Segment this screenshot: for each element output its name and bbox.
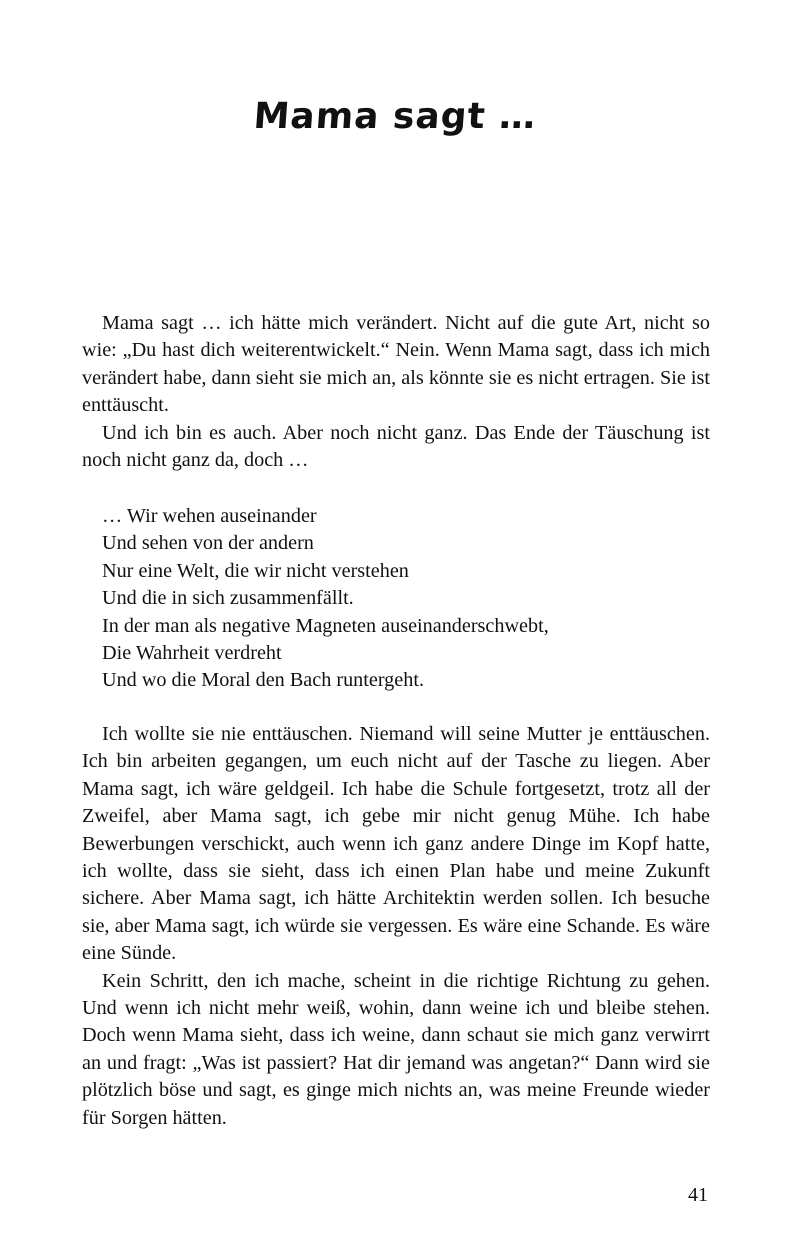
poem-line: Und die in sich zusammenfällt. (102, 587, 354, 610)
page-number: 41 (688, 1184, 708, 1206)
poem-line: Und wo die Moral den Bach runtergeht. (102, 669, 424, 692)
poem-line: In der man als negative Magneten auseinanderschwebt, (102, 614, 549, 637)
paragraph: Mama sagt … ich hätte mich verändert. Nicht auf die gute Art, nicht so wie: „Du hast dich weiterentwickelt.“ Nein. Wenn Mama sagt, dass ich mich verändert habe, dann sieht sie mich an, als könnte sie es nicht ertragen. Sie ist enttäuscht. (82, 312, 710, 417)
poem (102, 503, 710, 695)
paragraph: Ich wollte sie nie enttäuschen. Niemand will seine Mutter je enttäuschen. Ich bin arbeiten gegangen, um euch nicht auf der Tasche zu liegen. Aber Mama sagt, ich wäre geldgeil. Ich habe die Schule fortgesetzt, trotz all der Zweifel, aber Mama sagt, ich gebe mir nicht genug Mühe. Ich habe Bewerbungen verschickt, auch wenn ich ganz andere Dinge im Kopf hatte, ich wollte, dass sie sieht, dass ich einen Plan habe und meine Zukunft sichere. Aber Mama sagt, ich hätte Architektin werden sollen. Ich besuche sie, aber Mama sagt, ich würde sie vergessen. Es wäre eine Schande. Es wäre eine Sünde. (82, 723, 710, 965)
chapter-title: Mama sagt … (252, 96, 538, 137)
paragraph: Kein Schritt, den ich mache, scheint in die richtige Richtung zu gehen. Und wenn ich nicht mehr weiß, wohin, dann weine ich und bleibe stehen. Doch wenn Mama sieht, dass ich weine, dann schaut sie mich ganz verwirrt an und fragt: „Was ist passiert? Hat dir jemand was angetan?“ Dann wird sie plötzlich böse und sagt, es ginge mich nichts an, was meine Freunde wieder für Sorgen hätten. (82, 969, 710, 1129)
poem-line: … Wir wehen auseinander (102, 505, 317, 527)
main-text (82, 721, 710, 1132)
paragraph: Und ich bin es auch. Aber noch nicht ganz. Das Ende der Täuschung ist noch nicht ganz da, doch … (82, 421, 710, 472)
intro-text (82, 310, 710, 474)
poem-line: Und sehen von der andern (102, 532, 314, 555)
poem-line: Die Wahrheit verdreht (102, 642, 282, 665)
poem-line: Nur eine Welt, die wir nicht verstehen (102, 559, 409, 582)
